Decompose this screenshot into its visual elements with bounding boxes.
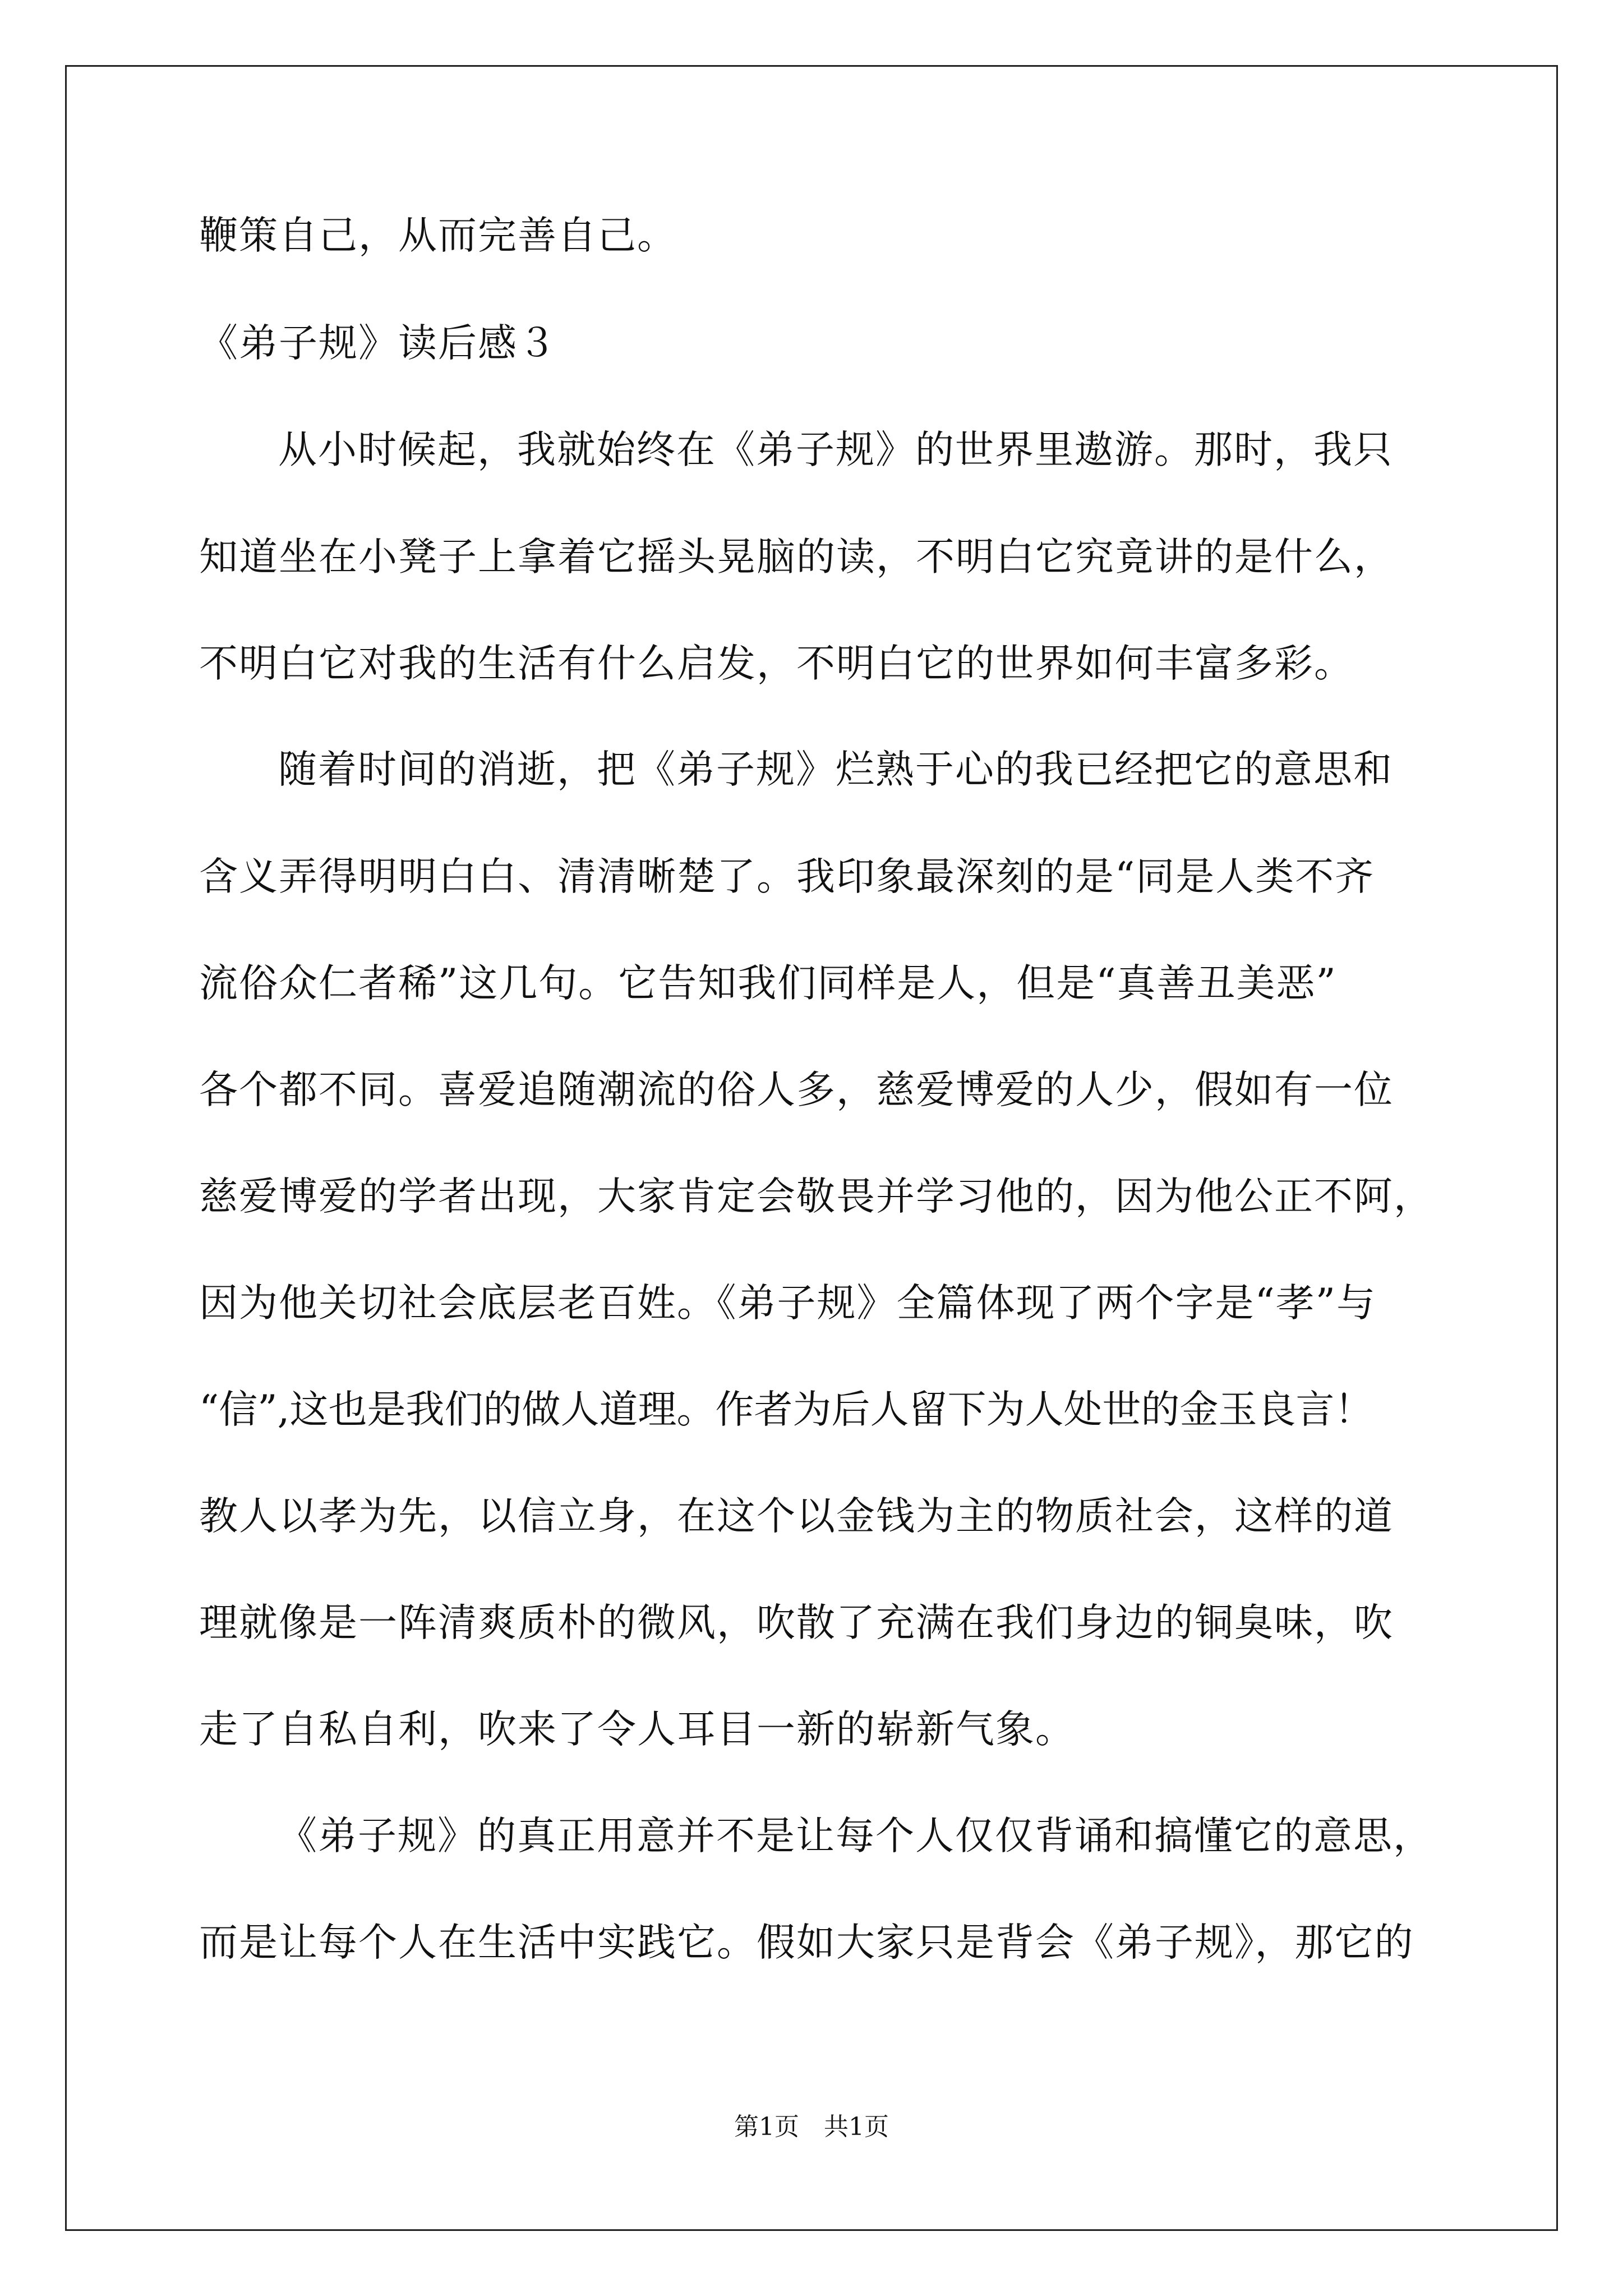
paragraph-1-line-2: 知道坐在小凳子上拿着它摇头晃脑的读，不明白它究竟讲的是什么， (199, 535, 1394, 579)
paragraph-1-line-1: 从小时候起，我就始终在《弟子规》的世界里遨游。那时，我只 (278, 427, 1393, 472)
paragraph-2-line-9: 理就像是一阵清爽质朴的微风，吹散了充满在我们身边的铜臭味，吹 (199, 1600, 1394, 1645)
paragraph-2-line-10: 走了自私自利，吹来了令人耳目一新的崭新气象。 (199, 1707, 1075, 1752)
paragraph-1-line-3: 不明白它对我的生活有什么启发，不明白它的世界如何丰富多彩。 (199, 641, 1354, 686)
paragraph-2-line-3: 流俗众仁者稀”这几句。它告知我们同样是人，但是“真善丑美恶” (199, 961, 1337, 1006)
paragraph-2-line-4: 各个都不同。喜爱追随潮流的俗人多，慈爱博爱的人少，假如有一位 (199, 1068, 1394, 1112)
body-line-1: 鞭策自己，从而完善自己。 (199, 213, 677, 258)
page-border (65, 65, 1558, 2231)
paragraph-3-line-2: 而是让每个人在生活中实践它。假如大家只是背会《弟子规》，那它的 (199, 1920, 1414, 1965)
paragraph-2-line-8: 教人以孝为先，以信立身，在这个以金钱为主的物质社会，这样的道 (199, 1494, 1394, 1539)
paragraph-2-line-1: 随着时间的消逝，把《弟子规》烂熟于心的我已经把它的意思和 (278, 747, 1393, 792)
paragraph-2-line-7: “信”,这也是我们的做人道理。作者为后人留下为人处世的金玉良言！ (199, 1387, 1373, 1432)
section-title: 《弟子规》读后感３ (199, 321, 557, 366)
paragraph-2-line-2: 含义弄得明明白白、清清晰楚了。我印象最深刻的是“同是人类不齐 (199, 854, 1375, 899)
page-footer: 第1页 共1页 (734, 2113, 889, 2141)
paragraph-2-line-6: 因为他关切社会底层老百姓。《弟子规》全篇体现了两个字是“孝”与 (199, 1281, 1377, 1326)
paragraph-3-line-1: 《弟子规》的真正用意并不是让每个人仅仅背诵和搞懂它的意思， (278, 1814, 1433, 1858)
paragraph-2-line-5: 慈爱博爱的学者出现，大家肯定会敬畏并学习他的，因为他公正不阿， (199, 1174, 1433, 1219)
